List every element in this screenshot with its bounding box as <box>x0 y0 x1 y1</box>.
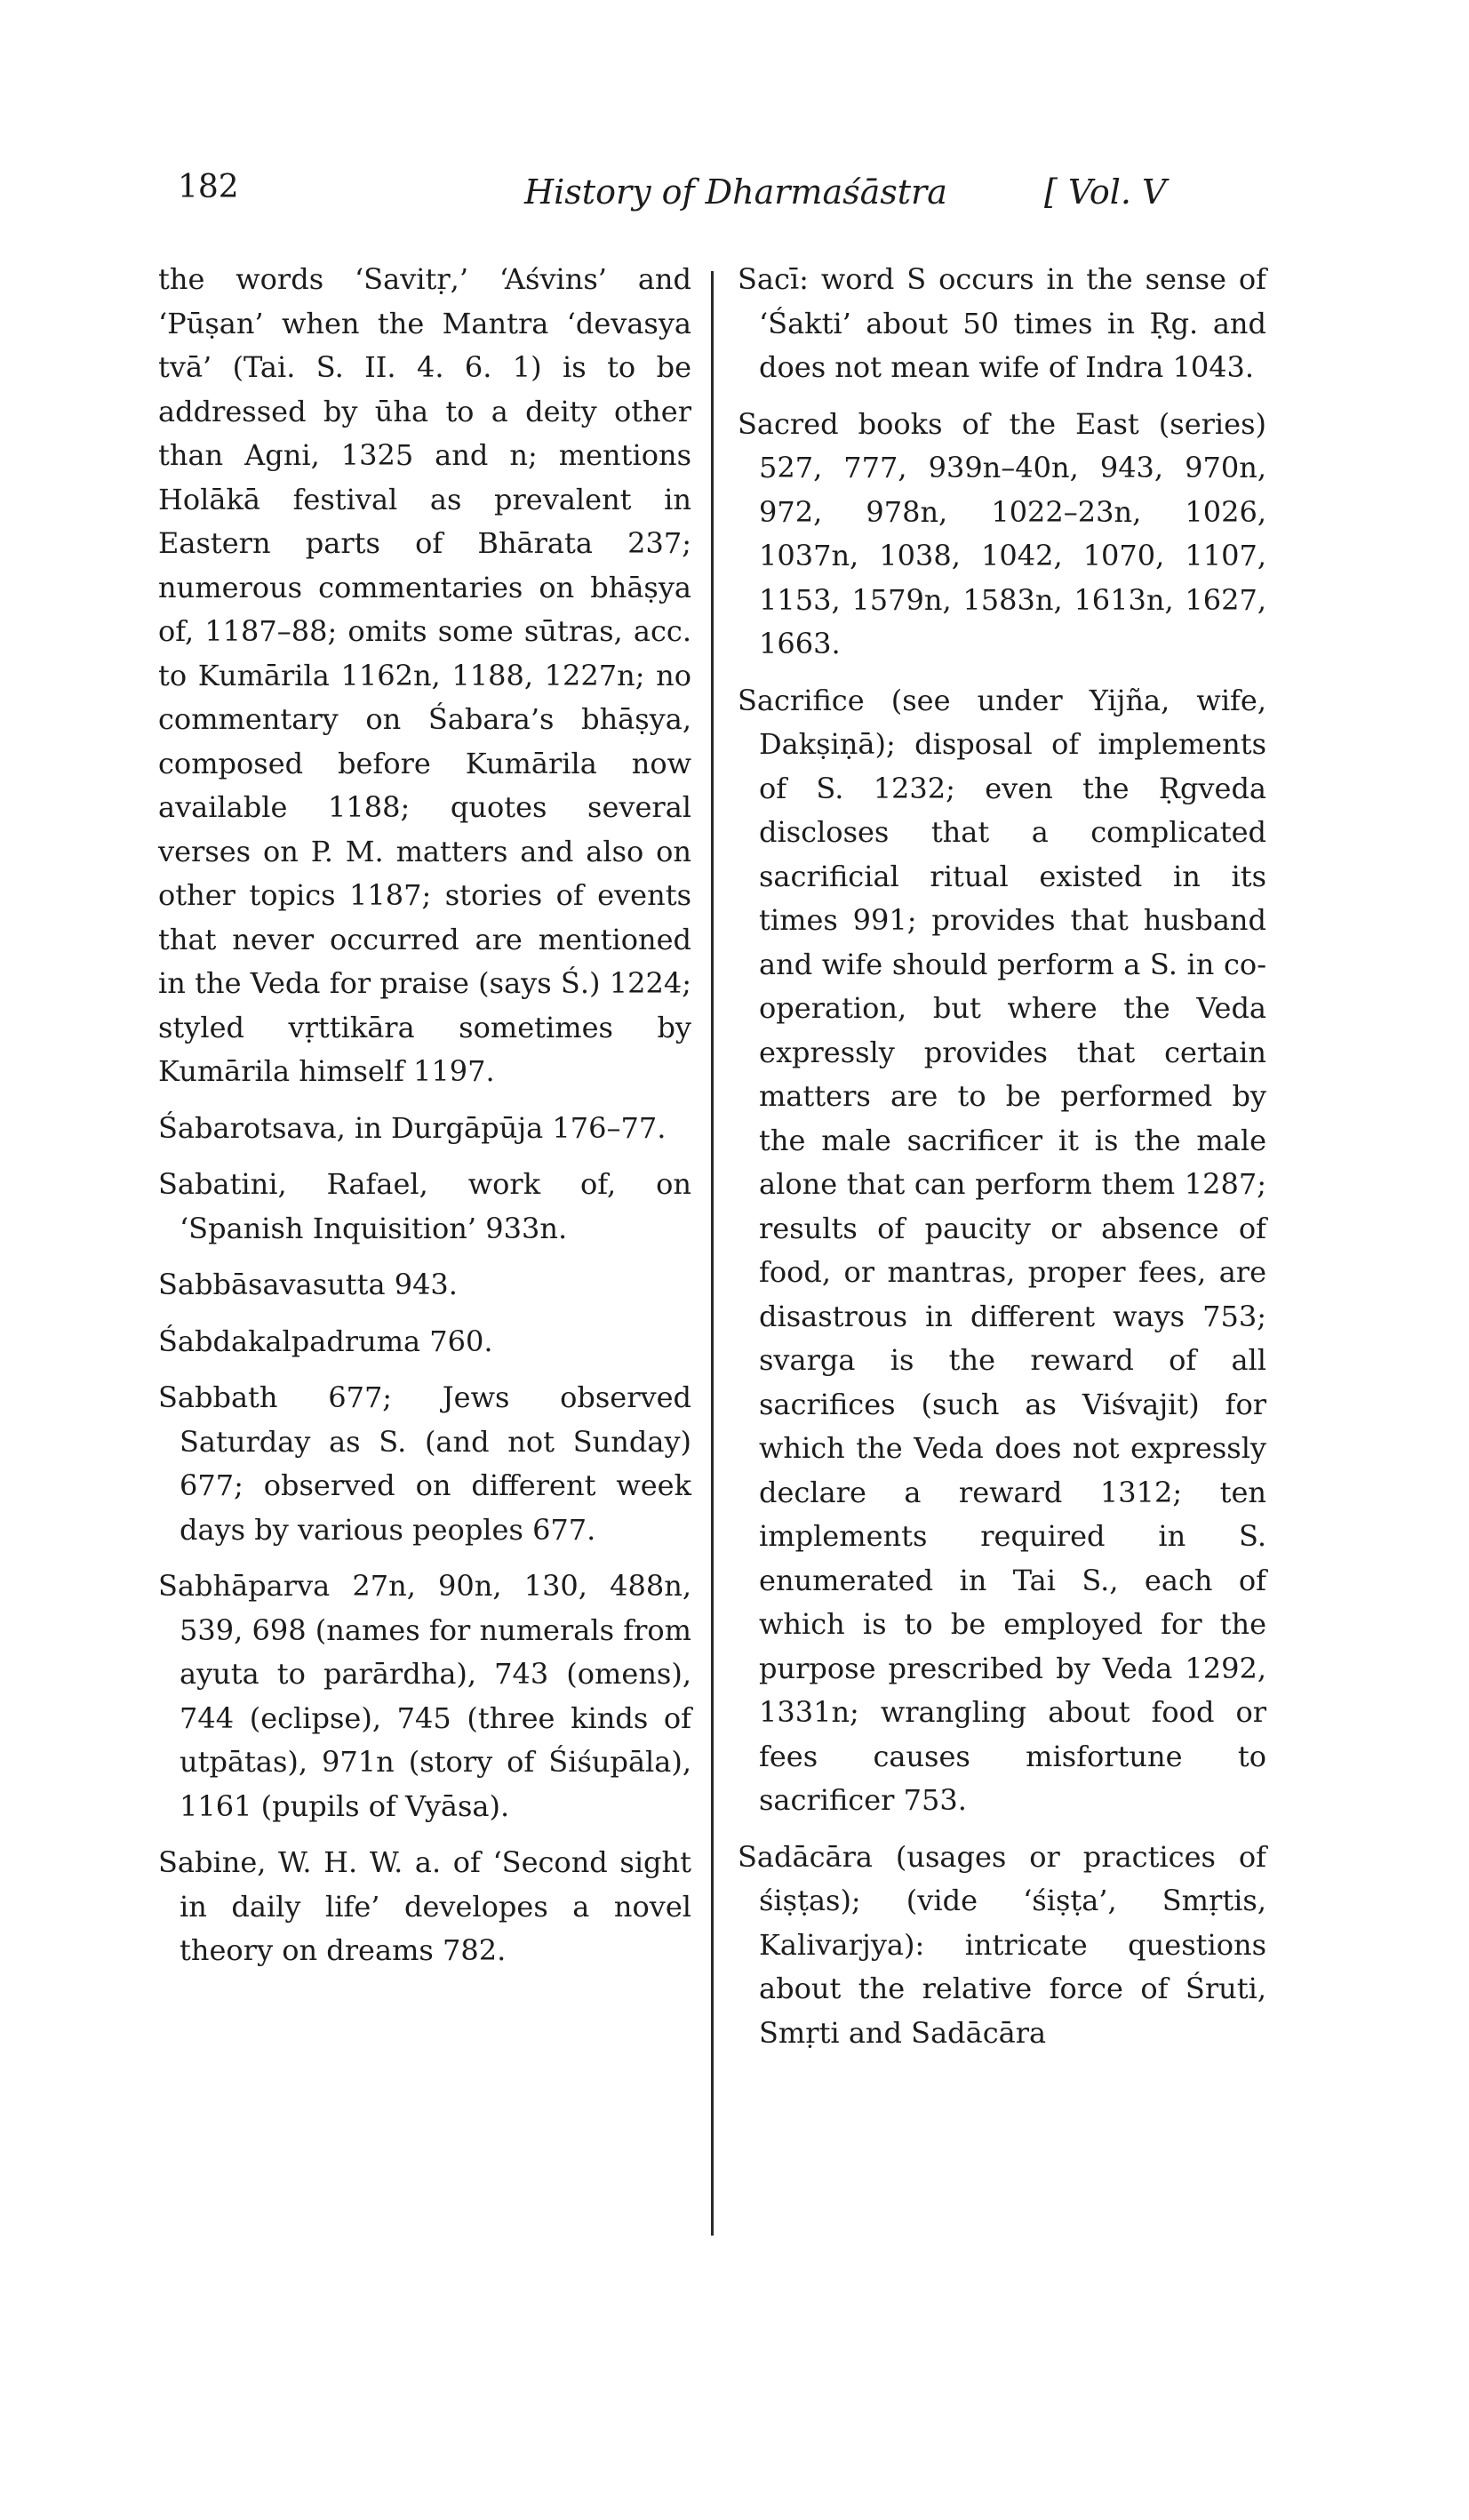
index-entry: Sabbath 677; Jews observed Saturday as S. (and not Sunday) 677; observed on different week days by various peoples 677. <box>158 1380 691 1547</box>
right-column <box>738 258 1266 2068</box>
page-number: 182 <box>178 169 239 205</box>
index-entry: Śabdakalpadruma 760. <box>158 1324 493 1358</box>
index-entry: Sacrifice (see under Yijña, wife, Dakṣiṇā); disposal of implements of S. 1232; even the Ṛgveda discloses that a complicated sacrificial ritual existed in its times 991; provides that husband and wife should perform a S. in co-operation, but where the Veda expressly provides that certain matters are to be performed by the male sacrificer it is the male alone that can perform them 1287; results of paucity or absence of food, or mantras, proper fees, are disastrous in different ways 753; svarga is the reward of all sacrifices (such as Viśvajit) for which the Veda does not expressly declare a reward 1312; ten implements required in S. enumerated in Tai S., each of which is to be employed for the purpose prescribed by Veda 1292, 1331n; wrangling about food or fees causes misfortune to sacrificer 753. <box>738 683 1266 1817</box>
index-entry: Śabarotsava, in Durgāpūja 176–77. <box>158 1110 667 1145</box>
index-entry: Sacred books of the East (series) 527, 777, 939n–40n, 943, 970n, 972, 978n, 1022–23n, 1026, 1037n, 1038, 1042, 1070, 1107, 1153, 1579n, 1583n, 1613n, 1627, 1663. <box>738 406 1266 660</box>
left-column <box>158 258 691 1986</box>
running-title: History of Dharmaśāstra <box>524 172 947 212</box>
index-entry: Sabine, W. H. W. a. of ‘Second sight in daily life’ developes a novel theory on dreams 782. <box>158 1845 691 1967</box>
index-entry: Sacī: word S occurs in the sense of ‘Śakti’ about 50 times in Ṛg. and does not mean wife of Indra 1043. <box>738 262 1266 384</box>
index-entry: the words ‘Savitṛ,’ ‘Aśvins’ and ‘Pūṣan’ when the Mantra ‘devasya tvā’ (Tai. S. II. 4. 6. 1) is to be addressed by ūha to a deity other than Agni, 1325 and n; mentions Holākā festival as prevalent in Eastern parts of Bhārata 237; numerous commentaries on bhāṣya of, 1187–88; omits some sūtras, acc. to Kumārila 1162n, 1188, 1227n; no commentary on Śabara’s bhāṣya, composed before Kumārila now available 1188; quotes several verses on P. M. matters and also on other topics 1187; stories of events that never occurred are mentioned in the Veda for praise (says Ś.) 1224; styled vṛttikāra sometimes by Kumārila himself 1197. <box>158 262 691 1088</box>
index-entry: Sabatini, Rafael, work of, on ‘Spanish Inquisition’ 933n. <box>158 1167 691 1245</box>
index-entry: Sabhāparva 27n, 90n, 130, 488n, 539, 698 (names for numerals from ayuta to parārdha), 743 (omens), 744 (eclipse), 745 (three kinds of utpātas), 971n (story of Śiśupāla), 1161 (pupils of Vyāsa). <box>158 1569 691 1823</box>
page-header <box>0 160 1469 231</box>
index-entry: Sabbāsavasutta 943. <box>158 1268 458 1301</box>
index-entry: Sadācāra (usages or practices of śiṣṭas); (vide ‘śiṣṭa’, Smṛtis, Kalivarjya): intricate questions about the relative force of Śruti, Smṛti and Sadācāra <box>738 1839 1266 2050</box>
column-divider <box>711 271 714 2236</box>
volume-label: [ Vol. V <box>1044 172 1167 212</box>
